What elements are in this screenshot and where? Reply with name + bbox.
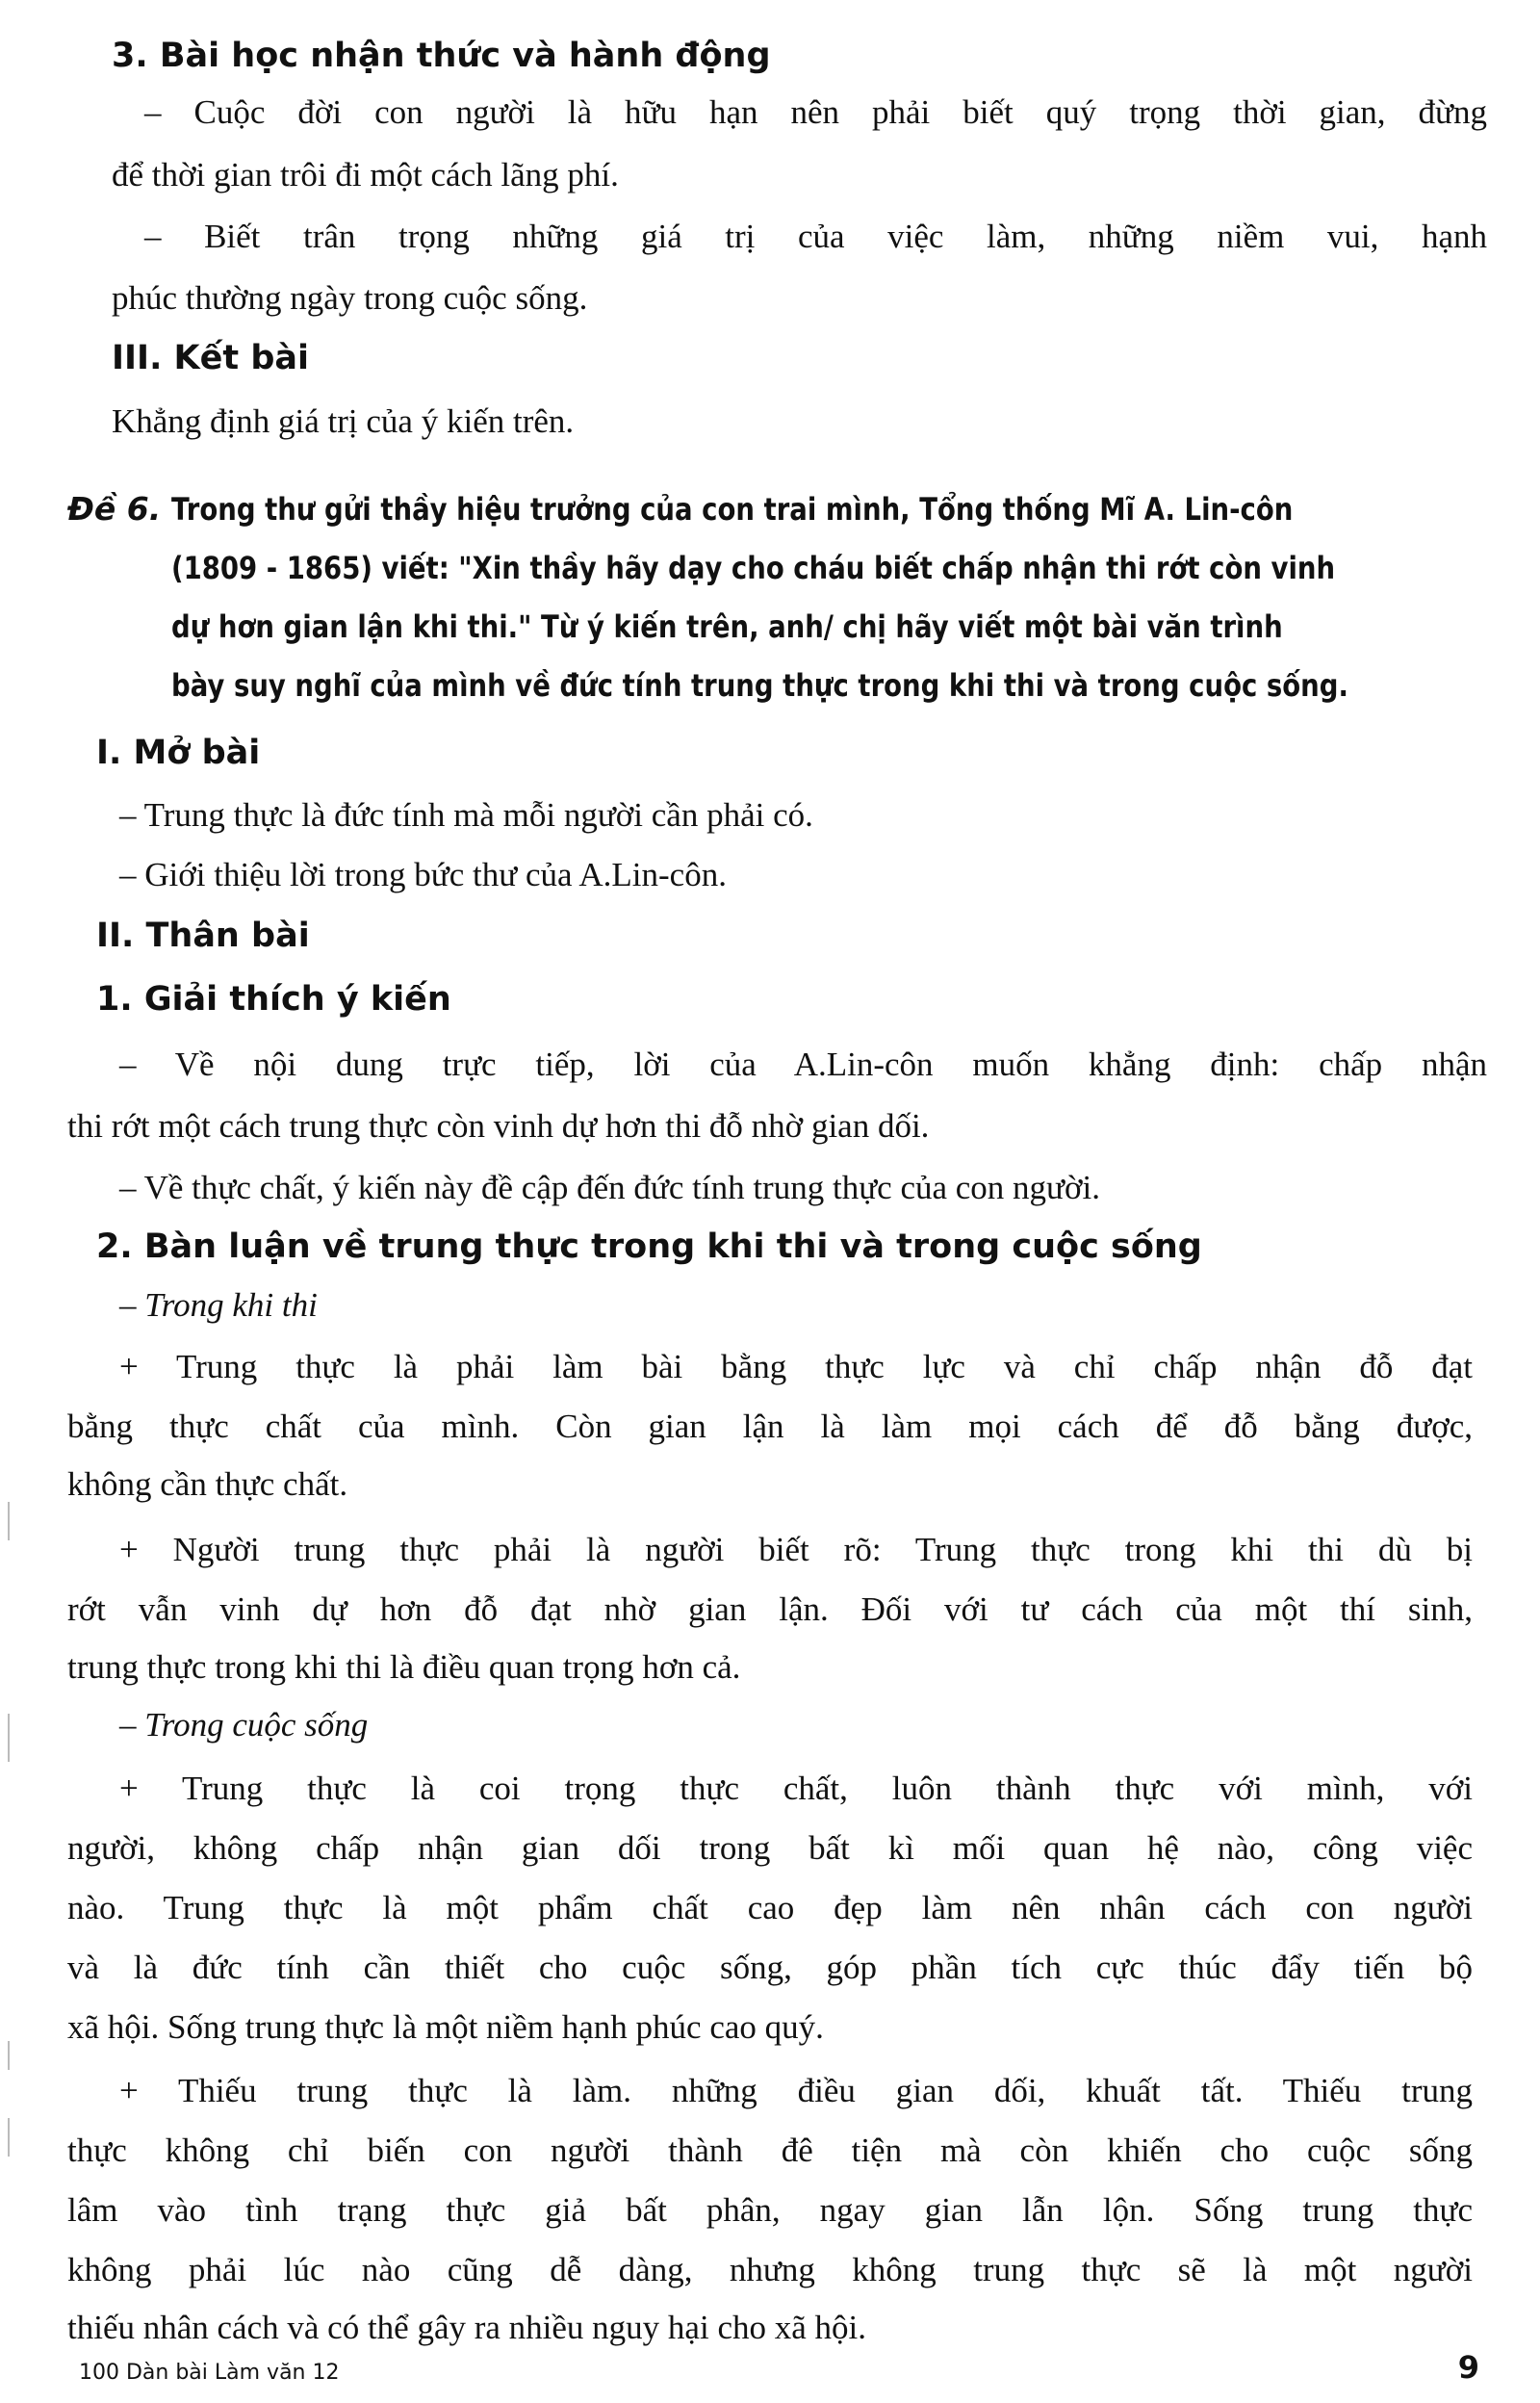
text-line: + Trung thực là coi trọng thực chất, luôn thành thực với mình, với <box>119 1770 1473 1807</box>
document-page <box>67 0 1487 2403</box>
footer-book-title: 100 Dàn bài Làm văn 12 <box>79 2361 340 2385</box>
text-line: không cần thực chất. <box>67 1465 348 1503</box>
text-line: – Về nội dung trực tiếp, lời của A.Lin-côn muốn khẳng định: chấp nhận <box>119 1046 1487 1083</box>
text-line: trung thực trong khi thi là điều quan trọng hơn cả. <box>67 1648 741 1686</box>
exercise-prompt-line: Trong thư gửi thầy hiệu trưởng của con trai mình, Tổng thống Mĩ A. Lin-côn <box>171 491 1294 528</box>
text-line: không phải lúc nào cũng dễ dàng, nhưng không trung thực sẽ là một người <box>67 2251 1473 2288</box>
text-line: – Trung thực là đức tính mà mỗi người cần phải có. <box>119 796 813 834</box>
exercise-prompt-line: bày suy nghĩ của mình về đức tính trung thực trong khi thi và trong cuộc sống. <box>171 667 1348 704</box>
scan-margin-mark <box>8 1502 10 1540</box>
text-line: thi rớt một cách trung thực còn vinh dự hơn thi đỗ nhờ gian dối. <box>67 1107 930 1145</box>
exercise-prompt-line: (1809 - 1865) viết: "Xin thầy hãy dạy cho cháu biết chấp nhận thi rớt còn vinh <box>171 550 1336 586</box>
text-line: bằng thực chất của mình. Còn gian lận là làm mọi cách để đỗ bằng được, <box>67 1408 1473 1445</box>
text-line: xã hội. Sống trung thực là một niềm hạnh phúc cao quý. <box>67 2008 824 2046</box>
text-line: người, không chấp nhận gian dối trong bất kì mối quan hệ nào, công việc <box>67 1829 1473 1867</box>
text-line: – Cuộc đời con người là hữu hạn nên phải biết quý trọng thời gian, đừng <box>144 93 1487 131</box>
scan-margin-mark <box>8 2041 10 2070</box>
text-line: phúc thường ngày trong cuộc sống. <box>112 279 588 317</box>
text-line: và là đức tính cần thiết cho cuộc sống, góp phần tích cực thúc đẩy tiến bộ <box>67 1949 1473 1986</box>
text-line: – Giới thiệu lời trong bức thư của A.Lin-côn. <box>119 856 727 893</box>
section-heading-giai-thich: 1. Giải thích ý kiến <box>96 980 451 1019</box>
text-line: – Về thực chất, ý kiến này đề cập đến đức tính trung thực của con người. <box>119 1169 1100 1206</box>
section-heading-mo-bai: I. Mở bài <box>96 734 261 772</box>
scan-margin-mark <box>8 1714 10 1762</box>
text-line: để thời gian trôi đi một cách lãng phí. <box>112 156 619 194</box>
subsection-label: – Trong khi thi <box>119 1286 318 1324</box>
page-number: 9 <box>1457 2349 1479 2386</box>
text-line: rớt vẫn vinh dự hơn đỗ đạt nhờ gian lận. Đối với tư cách của một thí sinh, <box>67 1590 1473 1628</box>
text-line: + Người trung thực phải là người biết rõ: Trung thực trong khi thi dù bị <box>119 1531 1473 1568</box>
section-heading-ban-luan: 2. Bàn luận về trung thực trong khi thi và trong cuộc sống <box>96 1227 1202 1266</box>
section-heading-ket-bai: III. Kết bài <box>112 339 309 377</box>
text-line: nào. Trung thực là một phẩm chất cao đẹp làm nên nhân cách con người <box>67 1889 1473 1926</box>
text-line: thiếu nhân cách và có thể gây ra nhiều nguy hại cho xã hội. <box>67 2309 866 2346</box>
text-line: Khẳng định giá trị của ý kiến trên. <box>112 402 575 440</box>
subsection-label: – Trong cuộc sống <box>119 1706 369 1744</box>
exercise-prompt-line: dự hơn gian lận khi thi." Từ ý kiến trên, anh/ chị hãy viết một bài văn trình <box>171 608 1283 645</box>
text-line: + Trung thực là phải làm bài bằng thực lực và chỉ chấp nhận đỗ đạt <box>119 1348 1473 1385</box>
scan-margin-mark <box>8 2118 10 2157</box>
exercise-label: Đề 6. <box>67 490 162 528</box>
section-heading-than-bai: II. Thân bài <box>96 917 310 955</box>
text-line: + Thiếu trung thực là làm. những điều gian dối, khuất tất. Thiếu trung <box>119 2072 1473 2109</box>
text-line: lâm vào tình trạng thực giả bất phân, ngay gian lẫn lộn. Sống trung thực <box>67 2191 1473 2229</box>
text-line: – Biết trân trọng những giá trị của việc làm, những niềm vui, hạnh <box>144 218 1487 255</box>
text-line: thực không chỉ biến con người thành đê tiện mà còn khiến cho cuộc sống <box>67 2132 1473 2169</box>
section-heading-bai-hoc: 3. Bài học nhận thức và hành động <box>112 37 771 75</box>
